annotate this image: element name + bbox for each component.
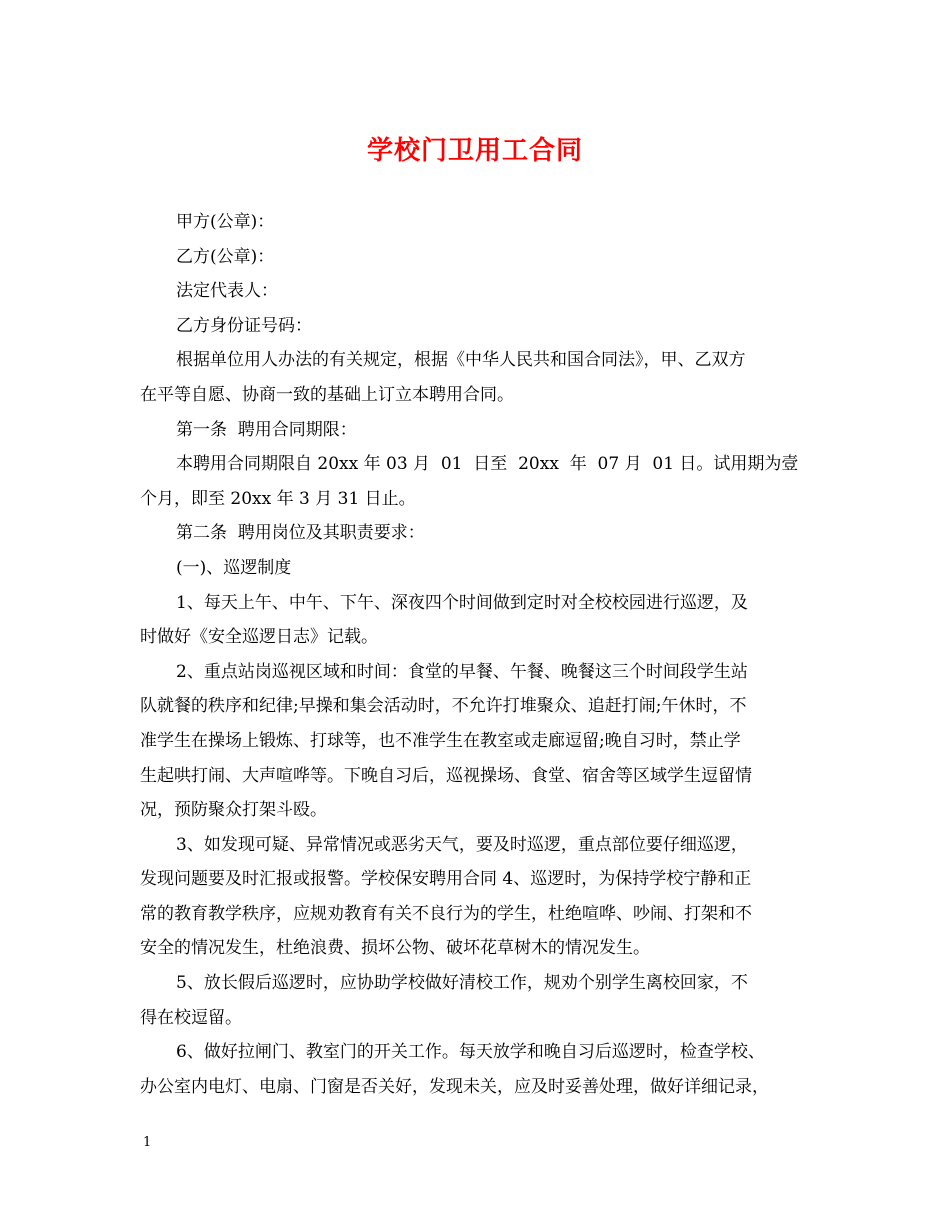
- document-title: 学校门卫用工合同: [366, 136, 583, 166]
- text-line: 根据单位用人办法的有关规定，根据《中华人民共和国合同法》，甲、乙双方: [176, 350, 746, 371]
- text-line: 队就餐的秩序和纪律;早操和集会活动时，不允许打堆聚众、追赶打闹;午休时，不: [140, 696, 747, 717]
- text-line: 个月，即至 20xx 年 3 月 31 日止。: [140, 488, 416, 509]
- text-line: 况，预防聚众打架斗殴。: [140, 800, 327, 821]
- text-line: 时做好《安全巡逻日志》记载。: [140, 627, 378, 648]
- text-line: 2、重点站岗巡视区域和时间：食堂的早餐、午餐、晚餐这三个时间段学生站: [176, 661, 748, 682]
- text-line: 准学生在操场上锻炼、打球等，也不准学生在教室或走廊逗留;晚自习时，禁止学: [140, 730, 741, 751]
- text-line: 5、放长假后巡逻时，应协助学校做好清校工作，规劝个别学生离校回家，不: [176, 973, 748, 994]
- text-line: 常的教育教学秩序，应规劝教育有关不良行为的学生，杜绝喧哗、吵闹、打架和不: [140, 903, 752, 924]
- text-line: 甲方(公章)：: [176, 212, 275, 232]
- text-line: (一)、巡逻制度: [176, 557, 292, 578]
- text-line: 乙方(公章)：: [176, 246, 275, 267]
- text-line: 3、如发现可疑、异常情况或恶劣天气，要及时巡逻，重点部位要仔细巡逻，: [176, 834, 748, 855]
- text-line: 第二条 聘用岗位及其职责要求：: [176, 523, 425, 544]
- document-body: [140, 205, 820, 1104]
- text-line: 在平等自愿、协商一致的基础上订立本聘用合同。: [140, 384, 514, 405]
- text-line: 6、做好拉闸门、教室门的开关工作。每天放学和晚自习后巡逻时，检查学校、: [176, 1042, 765, 1063]
- text-line: 发现问题要及时汇报或报警。学校保安聘用合同 4、巡逻时，为保持学校宁静和正: [140, 869, 752, 890]
- text-line: 第一条 聘用合同期限：: [176, 419, 357, 440]
- text-line: 办公室内电灯、电扇、门窗是否关好，发现未关，应及时妥善处理，做好详细记录，: [140, 1076, 769, 1097]
- text-line: 乙方身份证号码：: [176, 315, 312, 336]
- page-number: 1: [143, 1135, 152, 1150]
- text-line: 本聘用合同期限自 20xx 年 03 月 01 日至 20xx 年 07 月 01 日。试用期为壹: [176, 454, 799, 475]
- text-line: 得在校逗留。: [140, 1007, 242, 1028]
- text-line: 安全的情况发生，杜绝浪费、损坏公物、破坏花草树木的情况发生。: [140, 938, 650, 959]
- text-line: 1、每天上午、中午、下午、深夜四个时间做到定时对全校校园进行巡逻，及: [176, 592, 748, 613]
- text-line: 生起哄打闹、大声喧哗等。下晚自习后，巡视操场、食堂、宿舍等区域学生逗留情: [140, 765, 752, 786]
- text-line: 法定代表人：: [176, 281, 278, 302]
